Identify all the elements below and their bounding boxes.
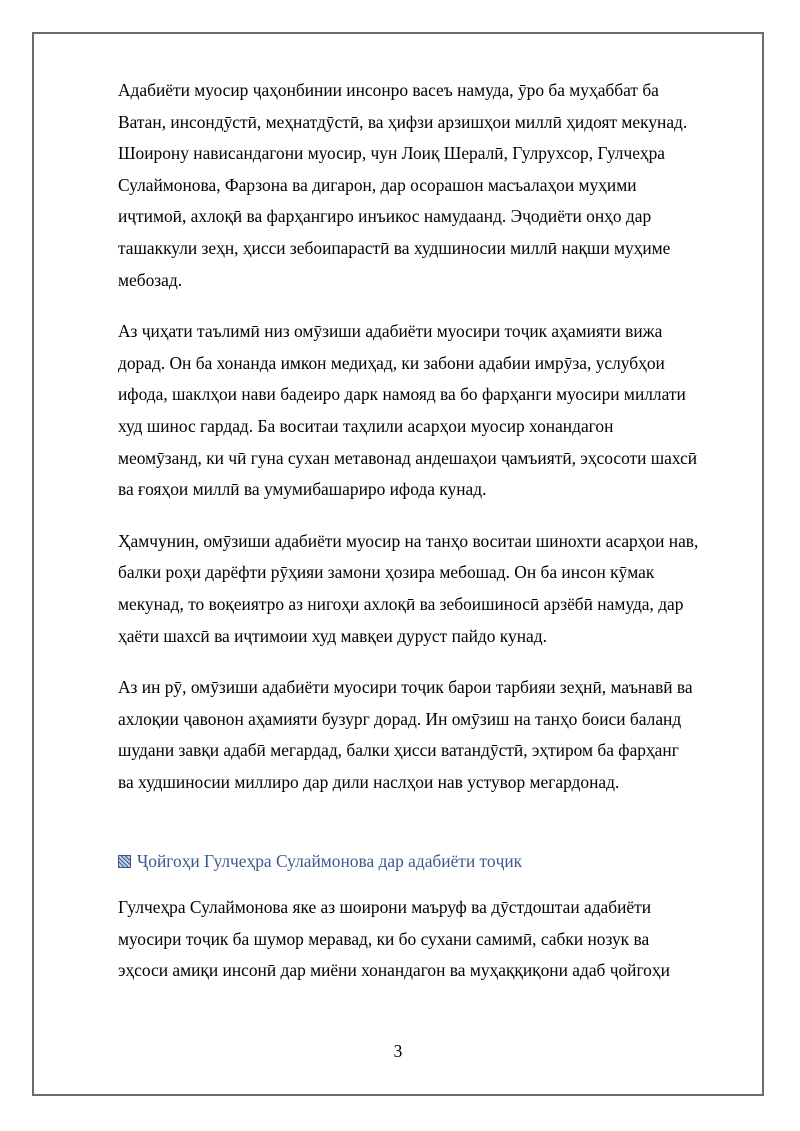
text-line: худ шинос гардад. Ба воситаи таҳлили асарҳои муосир хонандагон — [118, 415, 614, 436]
section-heading — [118, 846, 722, 878]
text-line: ахлоқии ҷавонон аҳамияти бузург дорад. Ин омӯзиш на танҳо боиси баланд — [118, 708, 682, 729]
text-line: мебозад. — [118, 269, 183, 290]
text-line: ташаккули зеҳн, ҳисси зебоипарастӣ ва худшиносии миллӣ нақши муҳиме — [118, 237, 671, 258]
paragraph-1 — [118, 75, 722, 296]
document-page — [32, 32, 764, 1096]
paragraph-2 — [118, 316, 722, 506]
text-line: Шоирону нависандагони муосир, чун Лоиқ Шералӣ, Гулрухсор, Гулчеҳра — [118, 143, 666, 164]
text-line: муосири тоҷик ба шумор меравад, ки бо сухани самимӣ, сабки нозук ва — [118, 928, 650, 949]
page-number: 3 — [393, 1041, 403, 1061]
text-line: Ҳамчунин, омӯзиши адабиёти муосир на танҳо воситаи шинохти асарҳои нав, — [118, 530, 699, 551]
text-line: Аз ҷиҳати таълимӣ низ омӯзиши адабиёти муосири тоҷик аҳамияти вижа — [118, 321, 663, 342]
section-heading-text: Ҷойгоҳи Гулчеҳра Сулаймонова дар адабиёти тоҷик — [137, 851, 523, 872]
text-line: меомӯзанд, ки чӣ гуна сухан метавонад андешаҳои ҷамъиятӣ, эҳсосоти шахсӣ — [118, 447, 698, 468]
text-line: ва ғояҳои миллӣ ва умумибашариро ифода кунад. — [118, 479, 487, 500]
text-line: мекунад, то воқеиятро аз нигоҳи ахлоқӣ ва зебоишиносӣ арзёбӣ намуда, дар — [118, 593, 684, 614]
paragraph-3 — [118, 526, 722, 652]
text-line: Гулчеҳра Сулаймонова яке аз шоирони маъруф ва дӯстдоштаи адабиёти — [118, 897, 652, 918]
text-line: Аз ин рӯ, омӯзиши адабиёти муосири тоҷик барои тарбияи зеҳнӣ, маънавӣ ва — [118, 677, 693, 698]
paragraph-5 — [118, 892, 722, 987]
paragraph-4 — [118, 672, 722, 798]
text-line: иҷтимоӣ, ахлоқӣ ва фарҳангиро инъикос намудаанд. Эҷодиёти онҳо дар — [118, 206, 652, 227]
text-line: дорад. Он ба хонанда имкон медиҳад, ки забони адабии имрӯза, услубҳои — [118, 352, 665, 373]
text-line: эҳсоси амиқи инсонӣ дар миёни хонандагон ва муҳаққиқони адаб ҷойгоҳи — [118, 960, 670, 981]
page-content — [118, 75, 722, 1007]
text-line: ифода, шаклҳои нави бадеиро дарк намояд ва бо фарҳанги муосири миллати — [118, 384, 686, 405]
text-line: Сулаймонова, Фарзона ва дигарон, дар осорашон масъалаҳои муҳими — [118, 174, 637, 195]
text-line: ва худшиносии миллиро дар дили наслҳои нав устувор мегардонад. — [118, 771, 620, 792]
text-line: Ватан, инсондӯстӣ, меҳнатдӯстӣ, ва ҳифзи арзишҳои миллӣ ҳидоят мекунад. — [118, 111, 688, 132]
hatched-square-icon — [118, 855, 131, 868]
text-line: шудани завқи адабӣ мегардад, балки ҳисси ватандӯстӣ, эҳтиром ба фарҳанг — [118, 740, 679, 761]
text-line: ҳаёти шахсӣ ва иҷтимоии худ мавқеи дуруст пайдо кунад. — [118, 625, 547, 646]
text-line: балки роҳи дарёфти рӯҳияи замони ҳозира мебошад. Он ба инсон кӯмак — [118, 562, 655, 583]
text-line: Адабиёти муосир ҷаҳонбинии инсонро васеъ намуда, ӯро ба муҳаббат ба — [118, 80, 659, 100]
